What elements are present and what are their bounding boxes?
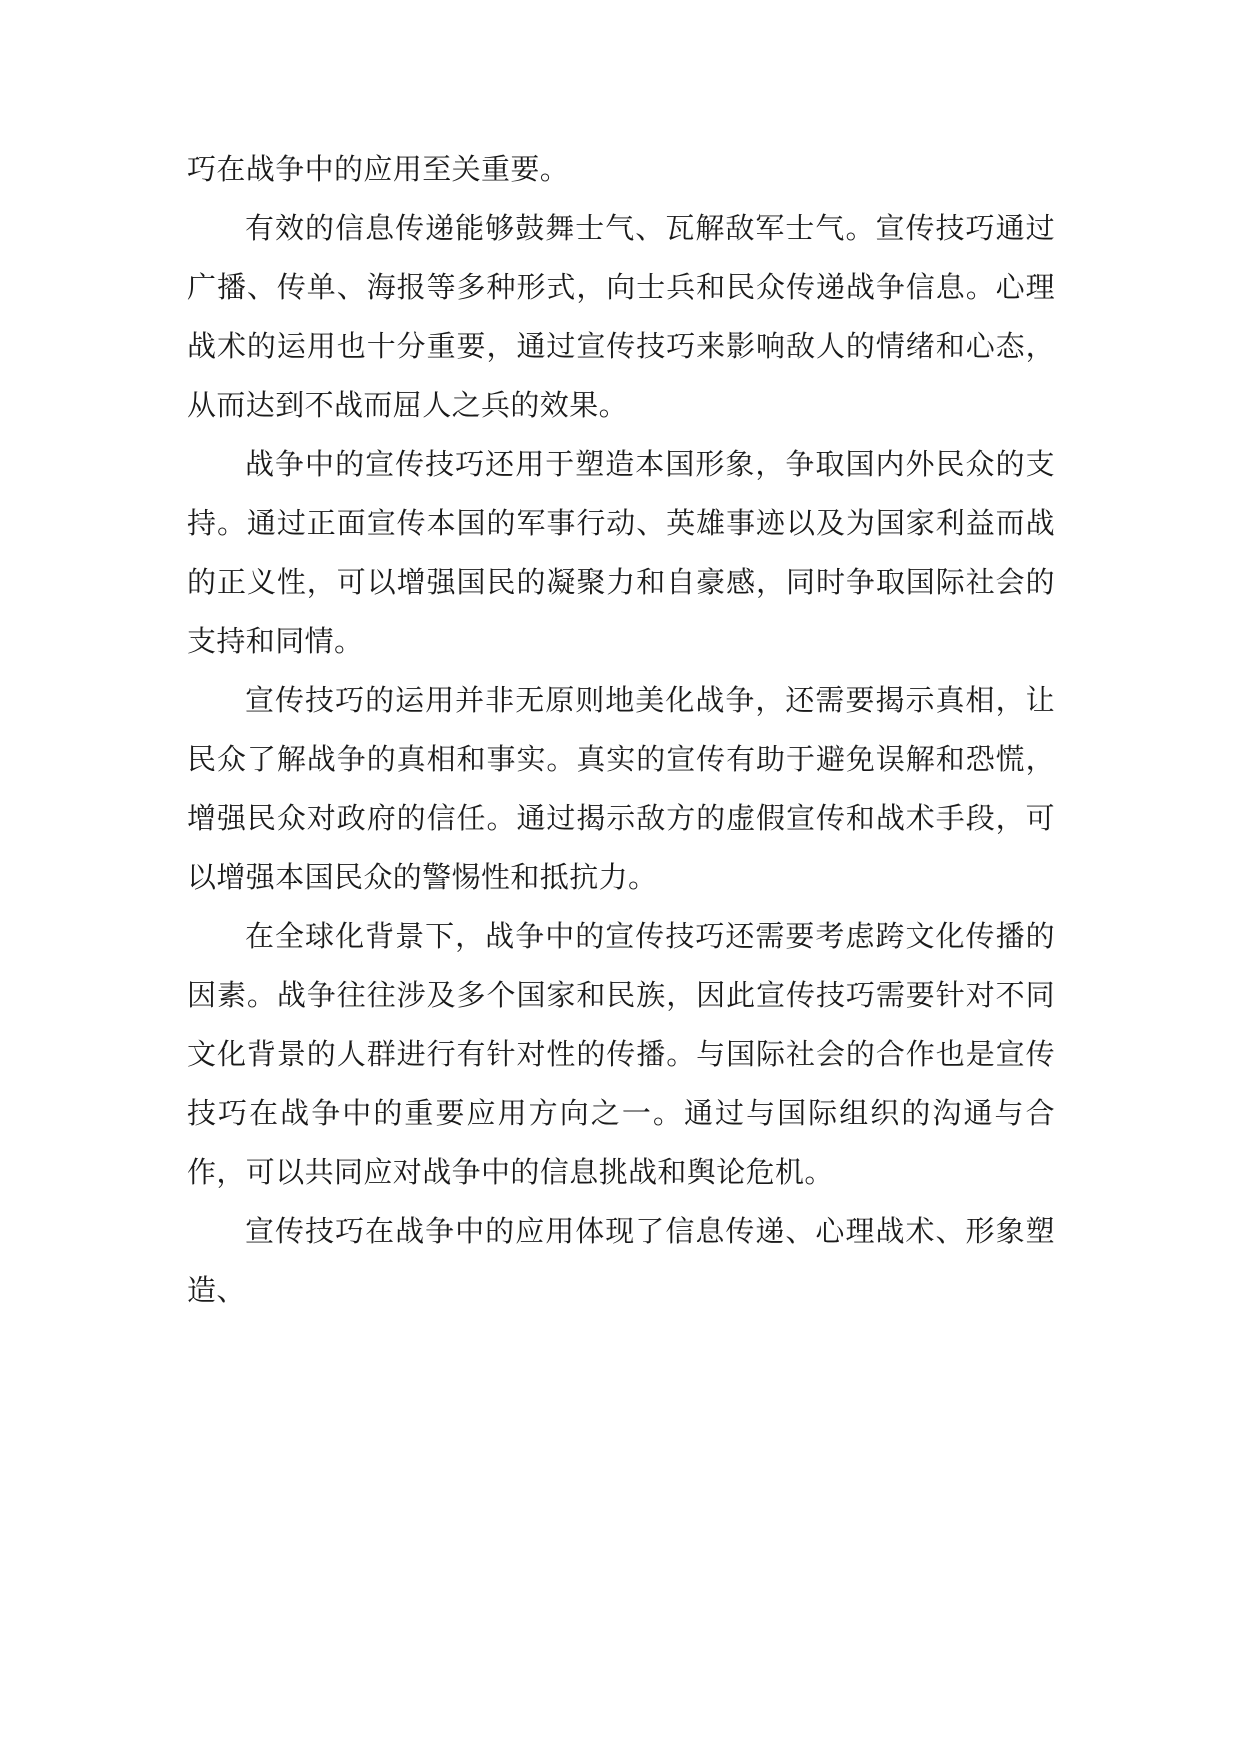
paragraph-national-image: 战争中的宣传技巧还用于塑造本国形象，争取国内外民众的支持。通过正面宣传本国的军事行动、英雄事迹以及为国家利益而战的正义性，可以增强国民的凝聚力和自豪感，同时争取国际社会的支持和同情。: [187, 447, 1055, 658]
paragraph-summary: 宣传技巧在战争中的应用体现了信息传递、心理战术、形象塑造、: [187, 1214, 1055, 1307]
document-body: [187, 140, 1055, 1320]
paragraph-continued: 巧在战争中的应用至关重要。: [187, 152, 570, 186]
paragraph-information-transfer: 有效的信息传递能够鼓舞士气、瓦解敌军士气。宣传技巧通过广播、传单、海报等多种形式，向士兵和民众传递战争信息。心理战术的运用也十分重要，通过宣传技巧来影响敌人的情绪和心态，从而达到不战而屈人之兵的效果。: [187, 211, 1055, 422]
paragraph-cross-cultural: 在全球化背景下，战争中的宣传技巧还需要考虑跨文化传播的因素。战争往往涉及多个国家和民族，因此宣传技巧需要针对不同文化背景的人群进行有针对性的传播。与国际社会的合作也是宣传技巧在战争中的重要应用方向之一。通过与国际组织的沟通与合作，可以共同应对战争中的信息挑战和舆论危机。: [187, 919, 1055, 1189]
paragraph-revealing-truth: 宣传技巧的运用并非无原则地美化战争，还需要揭示真相，让民众了解战争的真相和事实。真实的宣传有助于避免误解和恐慌，增强民众对政府的信任。通过揭示敌方的虚假宣传和战术手段，可以增强本国民众的警惕性和抵抗力。: [187, 683, 1055, 894]
